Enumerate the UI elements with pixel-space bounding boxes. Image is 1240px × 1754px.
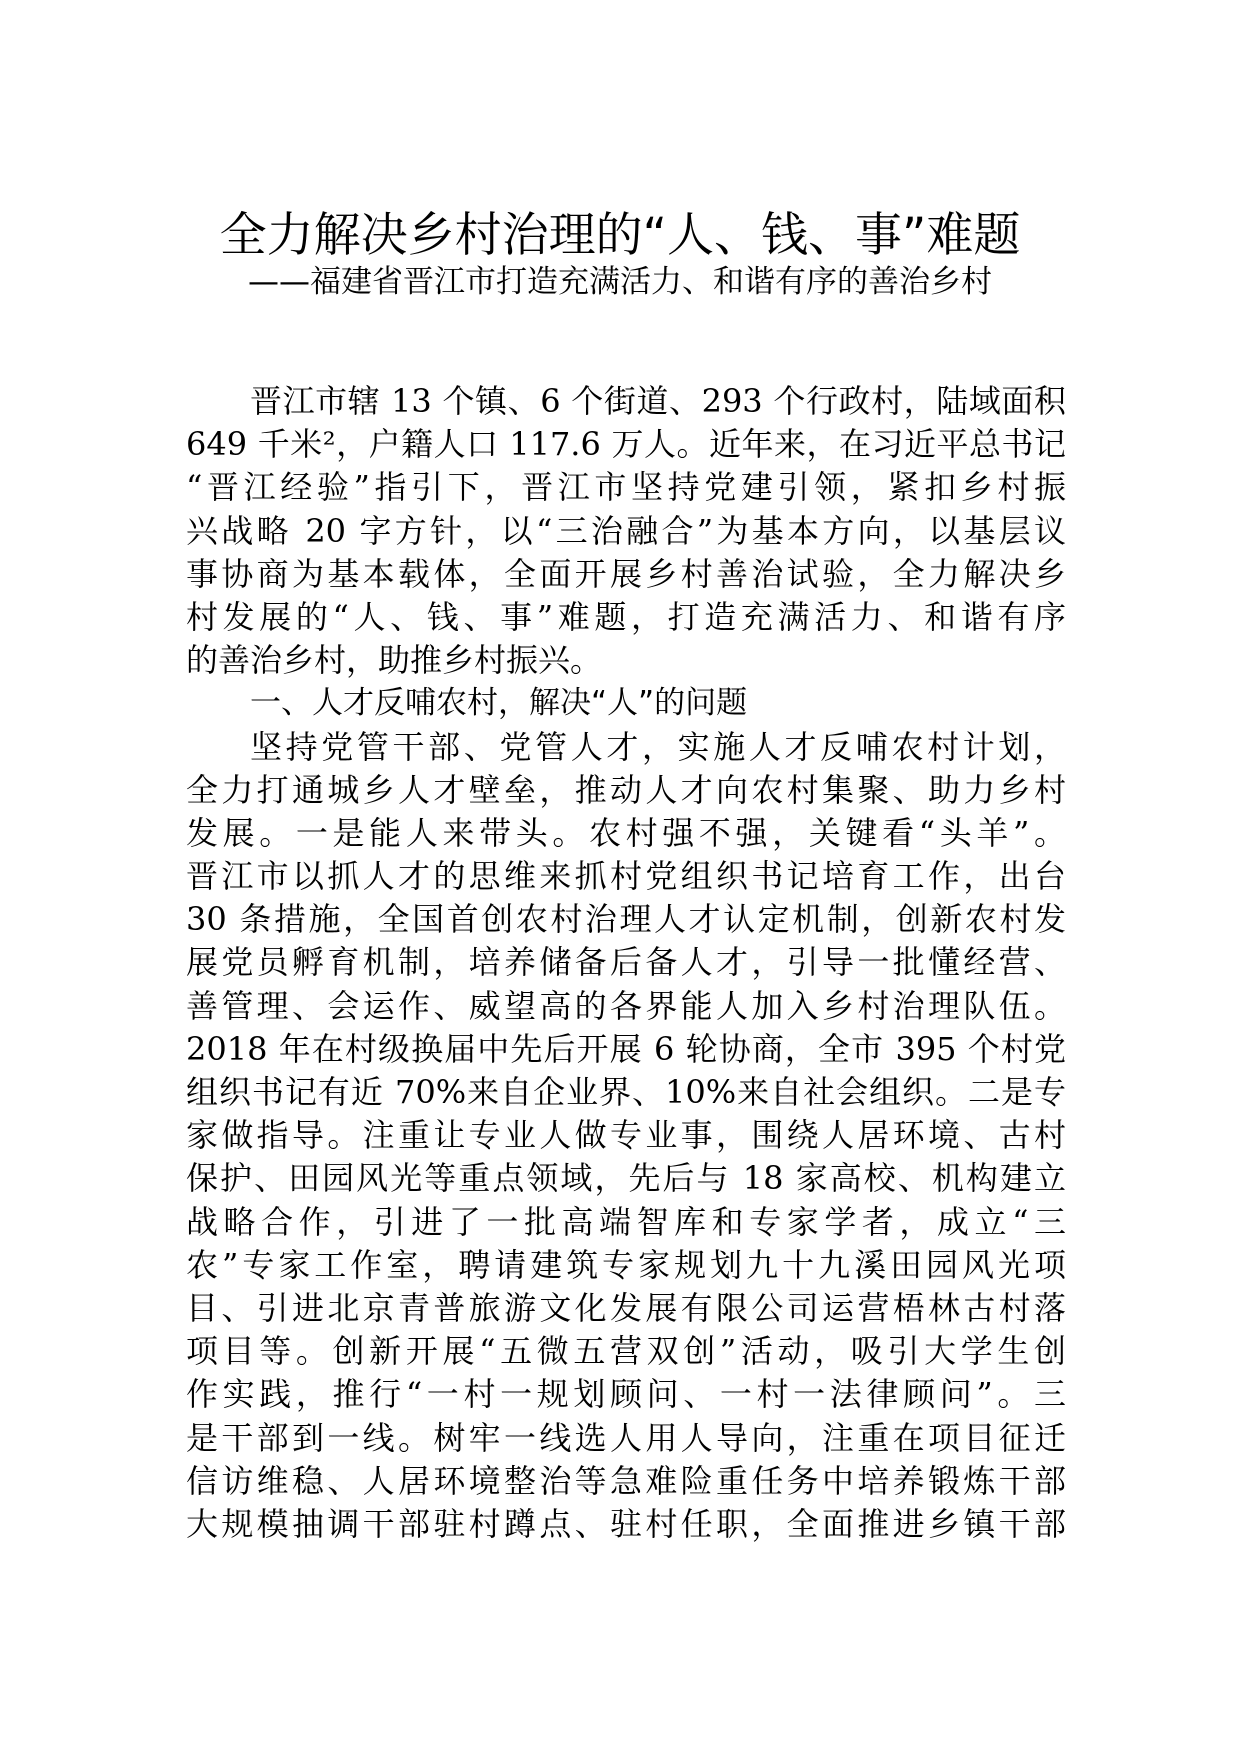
paragraph-intro (186, 380, 1066, 682)
paragraph-talent (186, 726, 1066, 1547)
text-line: 信访维稳、人居环境整治等急难险重任务中培养锻炼干部 (186, 1461, 1066, 1500)
text-line: 是干部到一线。树牢一线选人用人导向，注重在项目征迁 (186, 1418, 1066, 1457)
text-line: 展党员孵育机制，培养储备后备人才，引导一批懂经营、 (186, 943, 1066, 982)
text-line: 农”专家工作室，聘请建筑专家规划九十九溪田园风光项 (186, 1245, 1066, 1284)
text-line: 全力打通城乡人才壁垒，推动人才向农村集聚、助力乡村 (186, 770, 1066, 809)
text-line: 2018 年在村级换届中先后开展 6 轮协商，全市 395 个村党 (186, 1029, 1066, 1068)
text-line: 目、引进北京青普旅游文化发展有限公司运营梧林古村落 (186, 1288, 1066, 1327)
text-line: 作实践，推行“一村一规划顾问、一村一法律顾问”。三 (186, 1375, 1066, 1414)
section-heading: 一、人才反哺农村，解决“人”的问题 (250, 685, 748, 722)
text-line: 的善治乡村，助推乡村振兴。 (186, 641, 603, 680)
text-line: 组织书记有近 70%来自企业界、10%来自社会组织。二是专 (186, 1073, 1066, 1111)
text-line: 649 千米²，户籍人口 117.6 万人。近年来，在习近平总书记 (186, 425, 1066, 464)
document-subtitle: ——福建省晋江市打造充满活力、和谐有序的善治乡村 (248, 264, 992, 300)
text-line: 保护、田园风光等重点领域，先后与 18 家高校、机构建立 (186, 1159, 1066, 1198)
document-title: 全力解决乡村治理的“人、钱、事”难题 (219, 208, 1021, 263)
text-line: 村发展的“人、钱、事”难题，打造充满活力、和谐有序 (186, 597, 1066, 636)
text-line: 家做指导。注重让专业人做专业事，围绕人居环境、古村 (186, 1116, 1066, 1155)
text-line: 晋江市以抓人才的思维来抓村党组织书记培育工作，出台 (186, 857, 1066, 896)
text-line: 晋江市辖 13 个镇、6 个街道、293 个行政村，陆域面积 (250, 382, 1066, 420)
text-line: 30 条措施，全国首创农村治理人才认定机制，创新农村发 (186, 900, 1066, 939)
text-line: 善管理、会运作、威望高的各界能人加入乡村治理队伍。 (186, 986, 1066, 1025)
text-line: 项目等。创新开展“五微五营双创”活动，吸引大学生创 (186, 1332, 1066, 1371)
text-line: 事协商为基本载体，全面开展乡村善治试验，全力解决乡 (186, 554, 1066, 593)
text-line: 坚持党管干部、党管人才，实施人才反哺农村计划， (250, 727, 1066, 766)
text-line: 战略合作，引进了一批高端智库和专家学者，成立“三 (186, 1202, 1066, 1241)
document-body (186, 380, 1066, 1546)
text-line: 发展。一是能人来带头。农村强不强，关键看“头羊”。 (186, 813, 1066, 852)
text-line: 兴战略 20 字方针，以“三治融合”为基本方向，以基层议 (186, 511, 1066, 550)
text-line: 大规模抽调干部驻村蹲点、驻村任职，全面推进乡镇干部 (186, 1504, 1066, 1543)
text-line: “晋江经验”指引下，晋江市坚持党建引领，紧扣乡村振 (186, 468, 1066, 507)
